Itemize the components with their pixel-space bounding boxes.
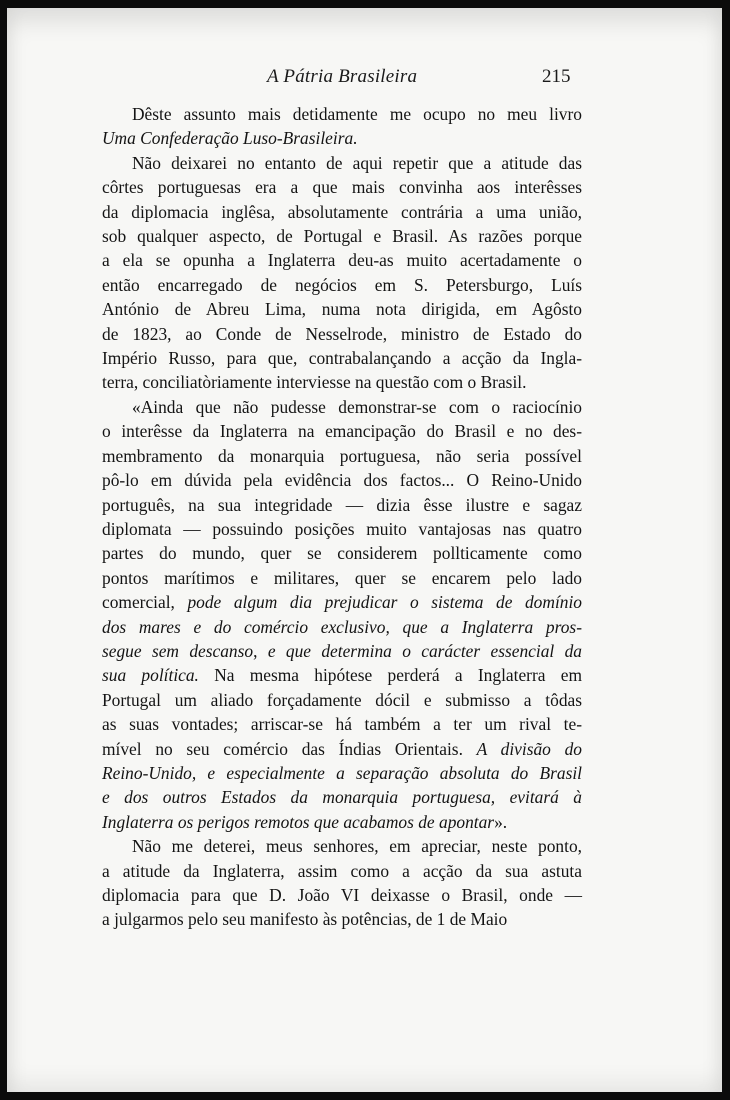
text: Portugal um aliado forçadamente dócil e submisso a tôdas [102, 689, 582, 710]
text: membramento da monarquia portuguesa, não seria possível [102, 445, 582, 466]
italic-text: A divisão do [476, 738, 582, 759]
text: português, na sua integridade — dizia êsse ilustre e sagaz [102, 494, 582, 515]
text-line [102, 712, 582, 736]
book-page [7, 8, 722, 1092]
text-line [102, 322, 582, 346]
page-number: 215 [542, 66, 571, 87]
italic-text: Uma Confederação Luso-Brasileira. [102, 128, 358, 149]
text-line [102, 444, 582, 468]
text-line [102, 493, 582, 517]
text-line [102, 395, 582, 419]
paragraph [102, 395, 582, 834]
running-title: A Pátria Brasileira [267, 66, 418, 87]
text-line [102, 688, 582, 712]
text: pô-lo em dúvida pela evidência dos factos... O Reino-Unido [102, 470, 582, 491]
text-line [102, 151, 582, 175]
text-line [102, 200, 582, 224]
text: , [253, 640, 268, 661]
italic-text: dos mares e do comércio exclusivo, que a Inglaterra pros- [102, 616, 582, 637]
text-line [102, 785, 582, 809]
text-line [102, 175, 582, 199]
text: Não deixarei no entanto de aqui repetir que a atitude das [132, 152, 582, 173]
text: da diplomacia inglêsa, absolutamente contrária a uma união, [102, 201, 582, 222]
text: a ela se opunha a Inglaterra deu-as muito acertadamente o [102, 250, 582, 271]
text: pontos marítimos e militares, quer se encarem pelo lado [102, 567, 582, 588]
text: Na mesma hipótese perderá a Inglaterra em [198, 665, 582, 686]
paragraph [102, 834, 582, 932]
text: diplomata — possuindo posições muito vantajosas nas quatro [102, 518, 582, 539]
italic-text: sua política. [102, 665, 199, 686]
text-line [102, 615, 582, 639]
text-line [102, 517, 582, 541]
text-line [102, 639, 582, 663]
text-line [102, 590, 582, 614]
text: comercial, [102, 592, 188, 613]
text-line [102, 566, 582, 590]
page-header [7, 66, 722, 92]
text-line [102, 126, 582, 150]
paragraph [102, 102, 582, 151]
italic-text: Reino-Unido, e especialmente a separação absoluta do Brasil [102, 762, 582, 783]
text: diplomacia para que D. João VI deixasse o Brasil, onde — [102, 885, 582, 905]
body-text [102, 102, 582, 932]
text: terra, conciliatòriamente interviesse na questão com o Brasil. [102, 372, 527, 393]
text-line [102, 419, 582, 443]
text: Não me deterei, meus senhores, em apreciar, neste ponto, [132, 836, 582, 857]
text-line [102, 810, 582, 834]
text-line [102, 663, 582, 687]
text: então encarregado de negócios em S. Petersburgo, Luís [102, 274, 582, 295]
text-line [102, 273, 582, 297]
text: mível no seu comércio das Índias Orientais. [102, 738, 477, 759]
text-line [102, 468, 582, 492]
italic-text: e que determina o carácter essencial da [267, 640, 582, 661]
text-line [102, 248, 582, 272]
text: «Ainda que não pudesse demonstrar-se com o raciocínio [132, 396, 582, 417]
text: de 1823, ao Conde de Nesselrode, ministro de Estado do [102, 323, 582, 344]
text-line [102, 224, 582, 248]
text: António de Abreu Lima, numa nota dirigida, em Agôsto [102, 299, 582, 320]
italic-text: Inglaterra os perigos remotos que acabamos de apontar [102, 811, 495, 832]
text-line [102, 370, 582, 394]
text-line [102, 859, 582, 883]
text: as suas vontades; arriscar-se há também a ter um rival te- [102, 714, 582, 735]
text-line [102, 907, 582, 931]
text: ». [494, 811, 508, 832]
italic-text: segue sem descanso [102, 640, 254, 661]
text-line [102, 346, 582, 370]
text-line [102, 297, 582, 321]
text: a julgarmos pelo seu manifesto às potências, de 1 de Maio [102, 909, 508, 930]
text-line [102, 883, 582, 907]
text-line [102, 737, 582, 761]
italic-text: pode algum dia prejudicar o sistema de domínio [187, 592, 582, 613]
text-line [102, 761, 582, 785]
text: sob qualquer aspecto, de Portugal e Brasil. As razões porque [102, 226, 582, 247]
text-line [102, 102, 582, 126]
paragraph [102, 151, 582, 395]
text: partes do mundo, quer se considerem pollticamente como [102, 543, 582, 564]
text-line [102, 541, 582, 565]
italic-text: e dos outros Estados da monarquia portuguesa, evitará à [102, 787, 582, 808]
text: côrtes portuguesas era a que mais convinha aos interêsses [102, 177, 582, 198]
text: o interêsse da Inglaterra na emancipação do Brasil e no des- [102, 421, 582, 442]
text-line [102, 834, 582, 858]
text: Dêste assunto mais detidamente me ocupo no meu livro [132, 104, 582, 124]
text: a atitude da Inglaterra, assim como a acção da sua astuta [102, 860, 582, 881]
text: Império Russo, para que, contrabalançando a acção da Ingla- [102, 348, 582, 369]
